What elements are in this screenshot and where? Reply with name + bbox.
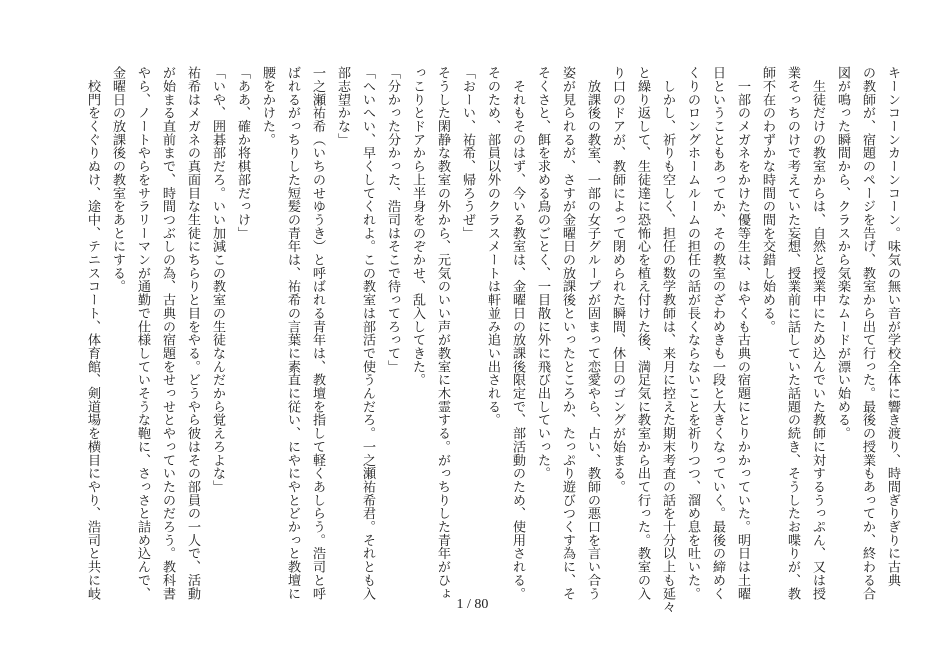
text-column: やら、ノートやらをサラリーマンが通勤で仕様していそうな鞄に、さっさと詰め込んで、 bbox=[135, 66, 150, 600]
text-column: ばれるがっちりした短髪の青年は、祐希の言葉に素直に従い、にやにやとどかっと教壇に bbox=[285, 66, 300, 600]
text-column: 日ということもあってか、その教室のざわめきも一段と大きくなっていく。最後の締めく bbox=[710, 66, 725, 600]
page-number: 1 / 80 bbox=[456, 597, 489, 612]
text-column: 「おーい、祐希、帰ろうぜ」 bbox=[460, 66, 475, 240]
text-column: そうした閑静な教室の外から、元気のいい声が教室に木霊する。がっちりした青年がひょ bbox=[435, 66, 450, 600]
text-column: 一部のメガネをかけた優等生は、はやくも古典の宿題にとりかかっていた。明日は土曜 bbox=[735, 66, 750, 600]
text-column: の教師が、宿題のページを告げ、教室から出て行った。最後の授業もあってか、終わる合 bbox=[860, 66, 875, 600]
text-column: 部志望かな」 bbox=[335, 66, 350, 147]
text-column: 祐希はメガネの真面目な生徒にちらりと目をやる。どうやら彼はその部員の一人で、活動 bbox=[185, 66, 200, 600]
text-column: 「分かった分かった、浩司はそこで待ってろって」 bbox=[385, 66, 400, 374]
text-column: 業そっちのけで考えていた妄想、授業前に話していた話題の続き、そうしたお喋りが、教 bbox=[785, 66, 800, 600]
text-column: くりのロングホームルームの担任の話が長くならないことを祈りつつ、溜め息を吐いた。 bbox=[685, 66, 700, 600]
text-column: 姿が見られるが、さすが金曜日の放課後といったところか、たっぷり遊びつくす為に、そ bbox=[560, 66, 575, 600]
text-column: そくさと、餌を求める鳥のごとく、一目散に外に飛び出していった。 bbox=[535, 66, 550, 480]
text-column: そのため、部員以外のクラスメートは軒並み追い出される。 bbox=[485, 66, 500, 427]
text-column: が始まる直前まで、時間つぶしの為、古典の宿題をせっせとやっていたのだろう。教科書 bbox=[160, 66, 175, 600]
text-column: 一之瀬祐希（いちのせゆうき）と呼ばれる青年は、教壇を指して軽くあしらう。浩司と呼 bbox=[310, 66, 325, 600]
text-column: 金曜日の放課後の教室をあとにする。 bbox=[110, 66, 125, 293]
text-column: と繰り返して、生徒達に恐怖心を植え付けた後、満足気に教室から出て行った。教室の入 bbox=[635, 66, 650, 600]
text-column: 「いや、囲碁部だろ。いい加減この教室の生徒なんだから覚えろよな」 bbox=[210, 66, 225, 494]
text-column: それもそのはず、今いる教室は、金曜日の放課後限定で、部活動のため、使用される。 bbox=[510, 66, 525, 600]
text-column: 「ああ、確か将棋部だっけ」 bbox=[235, 66, 250, 240]
text-column: キーンコーンカーンコーン。味気の無い音が学校全体に響き渡り、時間ぎりぎりに古典 bbox=[885, 66, 900, 587]
text-column: 師不在のわずかな時間の間を交錯し始める。 bbox=[760, 66, 775, 333]
text-column: しかし、祈りも空しく、担任の数学教師は、来月に控えた期末考査の話を十分以上も延々 bbox=[660, 66, 675, 614]
text-column: 「へいへい、早くしてくれよ。この教室は部活で使うんだろ。一之瀬祐希君。それとも入 bbox=[360, 66, 375, 600]
text-column: 生徒だけの教室からは、自然と授業中にため込んでいた教師に対するうっぷん、又は授 bbox=[810, 66, 825, 600]
text-column: 腰をかけた。 bbox=[260, 66, 275, 147]
text-column: 校門をくぐりぬけ、途中、テニスコート、体育館、剣道場を横目にやり、浩司と共に岐 bbox=[85, 66, 100, 600]
text-column: り口のドアが、教師によって閉められた瞬間、休日のゴングが始まる。 bbox=[610, 66, 625, 494]
text-column: っこりとドアから上半身をのぞかせ、乱入してきた。 bbox=[410, 66, 425, 387]
text-column: 放課後の教室、一部の女子グループが固まって恋愛やら、占い、教師の悪口を言い合う bbox=[585, 66, 600, 600]
text-column: 図が鳴った瞬間から、クラスから気楽なムードが漂い始める。 bbox=[835, 66, 850, 440]
